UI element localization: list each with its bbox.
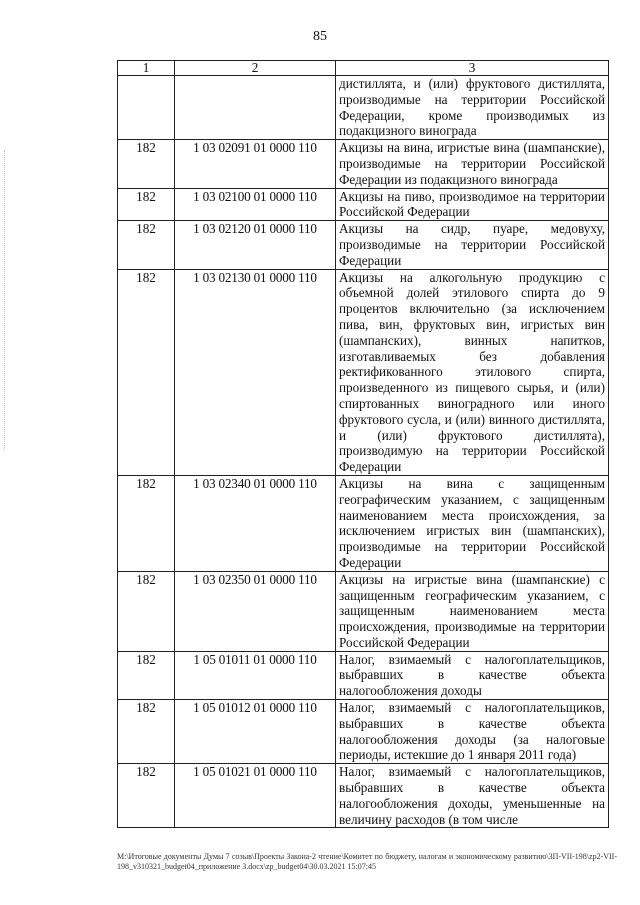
table-row [118, 269, 609, 475]
admin-code-cell: 182 [118, 700, 175, 764]
table-header-row [118, 61, 609, 76]
budget-code-cell: 1 05 01021 01 0000 110 [175, 764, 336, 828]
budget-code-cell: 1 03 02130 01 0000 110 [175, 269, 336, 475]
page-number: 85 [313, 29, 327, 44]
income-name-cell: Налог, взимаемый с налогоплательщиков, выбравших в качестве объекта налогообложения доходы [336, 651, 609, 699]
budget-codes-table [117, 60, 609, 828]
income-name-cell: Налог, взимаемый с налогоплательщиков, выбравших в качестве объекта налогообложения доходы, уменьшенные на величину расходов (в том числе [336, 764, 609, 828]
admin-code-cell [118, 76, 175, 140]
table-row [118, 188, 609, 221]
income-name-cell: Акцизы на вина, игристые вина (шампанские), производимые на территории Российской Федерации из подакцизного винограда [336, 140, 609, 188]
table-row [118, 651, 609, 699]
budget-code-cell: 1 03 02340 01 0000 110 [175, 475, 336, 571]
table-row [118, 571, 609, 651]
budget-code-cell: 1 05 01012 01 0000 110 [175, 700, 336, 764]
budget-code-cell: 1 03 02100 01 0000 110 [175, 188, 336, 221]
budget-code-cell [175, 76, 336, 140]
admin-code-cell: 182 [118, 651, 175, 699]
table-row [118, 140, 609, 188]
table-row [118, 764, 609, 828]
header-col-1: 1 [118, 61, 175, 76]
budget-code-cell: 1 05 01011 01 0000 110 [175, 651, 336, 699]
admin-code-cell: 182 [118, 475, 175, 571]
admin-code-cell: 182 [118, 764, 175, 828]
admin-code-cell: 182 [118, 140, 175, 188]
income-name-cell: Акцизы на пиво, производимое на территории Российской Федерации [336, 188, 609, 221]
income-name-cell: Акцизы на сидр, пуаре, медовуху, производимые на территории Российской Федерации [336, 221, 609, 269]
income-name-cell: Акцизы на алкогольную продукцию с объемной долей этилового спирта до 9 процентов включительно (за исключением пива, вин, фруктовых вин, игристых вин (шампанских), винных напитков, изготавливаемых без добавления ректификованного этилового спирта, произведенного из пищевого сырья, и (или) спиртованных виноградного или иного фруктового сусла, и (или) винного дистиллята, и (или) фруктового дистиллята), производимую на территории Российской Федерации [336, 269, 609, 475]
income-name-cell: Налог, взимаемый с налогоплательщиков, выбравших в качестве объекта налогообложения доходы (за налоговые периоды, истекшие до 1 января 2011 года) [336, 700, 609, 764]
admin-code-cell: 182 [118, 571, 175, 651]
admin-code-cell: 182 [118, 221, 175, 269]
header-col-3: 3 [336, 61, 609, 76]
admin-code-cell: 182 [118, 269, 175, 475]
header-col-2: 2 [175, 61, 336, 76]
table-row [118, 221, 609, 269]
table-row [118, 700, 609, 764]
binding-margin-marks [4, 150, 7, 450]
income-name-cell: дистиллята, и (или) фруктового дистиллята, производимые на территории Российской Федерации, кроме производимых из подакцизного винограда [336, 76, 609, 140]
admin-code-cell: 182 [118, 188, 175, 221]
budget-code-cell: 1 03 02350 01 0000 110 [175, 571, 336, 651]
budget-code-cell: 1 03 02091 01 0000 110 [175, 140, 336, 188]
income-name-cell: Акцизы на игристые вина (шампанские) с защищенным географическим указанием, с защищенным наименованием места происхождения, производимые на территории Российской Федерации [336, 571, 609, 651]
income-name-cell: Акцизы на вина с защищенным географическим указанием, с защищенным наименованием места происхождения, за исключением игристых вин (шампанских), производимые на территории Российской Федерации [336, 475, 609, 571]
table-row [118, 76, 609, 140]
table-row [118, 475, 609, 571]
file-path-footer: M:\Итоговые документы Думы 7 созыв\Проекты Закона-2 чтение\Комитет по бюджету, налогам и экономическому развитию\ЗП-VII-198\zp2-VII-198_v310321_budget04_приложение 3.docx\zp_budget04\30.03.2021 15:07:45 [117, 852, 617, 871]
budget-code-cell: 1 03 02120 01 0000 110 [175, 221, 336, 269]
